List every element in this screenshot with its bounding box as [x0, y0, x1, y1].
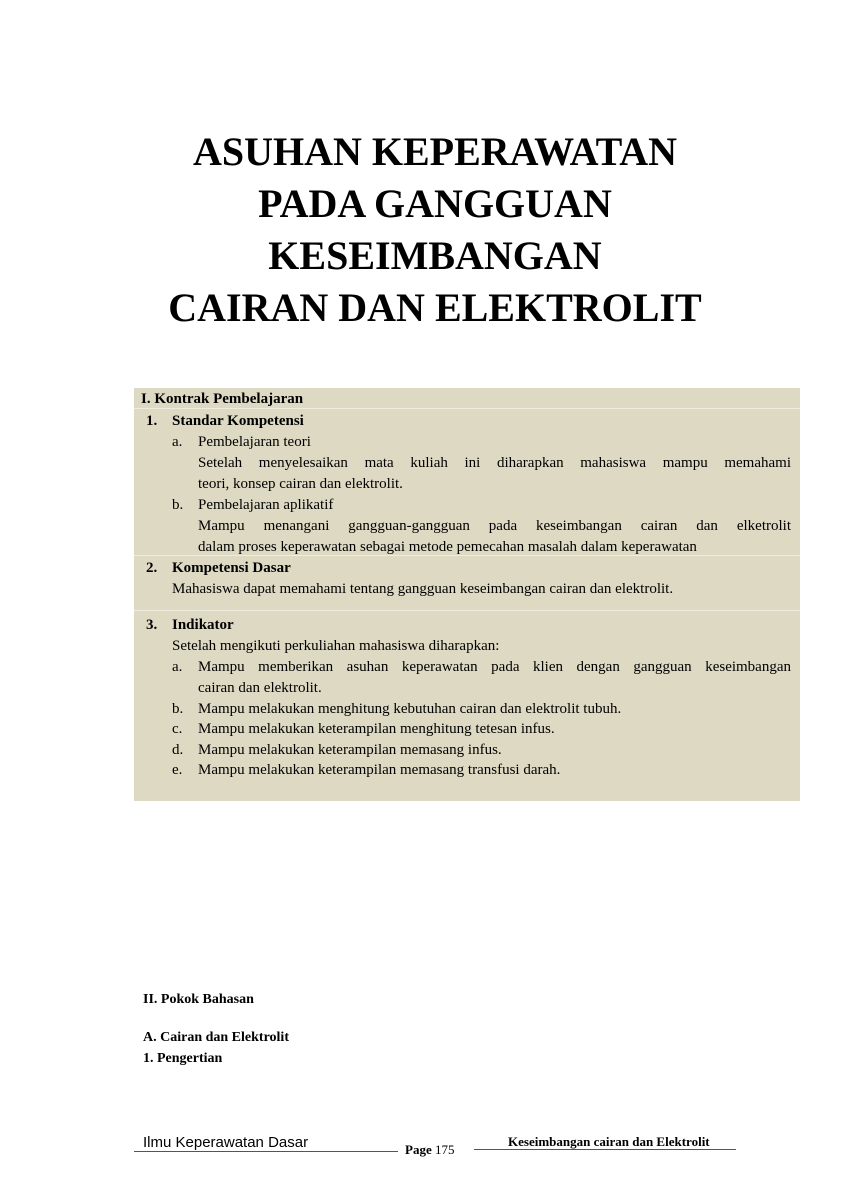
list-marker: b.	[172, 701, 184, 717]
item-number: 1.	[146, 413, 158, 429]
page-label: Page	[405, 1142, 432, 1157]
section-heading-kontrak: I. Kontrak Pembelajaran	[141, 391, 304, 407]
list-marker: a.	[172, 659, 183, 675]
subsection-heading: A. Cairan dan Elektrolit	[143, 1030, 289, 1045]
indikator-intro: Setelah mengikuti perkuliahan mahasiswa diharapkan:	[172, 638, 500, 654]
footer-page-number	[405, 1142, 454, 1158]
footer-book-title: Ilmu Keperawatan Dasar	[143, 1134, 309, 1151]
list-marker: e.	[172, 762, 183, 778]
teori-text: Setelah menyelesaikan mata kuliah ini diharapkan mahasiswa mampu memahami	[198, 455, 791, 471]
indikator-item: Mampu melakukan keterampilan memasang infus.	[198, 742, 502, 758]
indikator-item: Mampu memberikan asuhan keperawatan pada klien dengan gangguan keseimbangan	[198, 659, 791, 675]
list-marker: c.	[172, 721, 183, 737]
list-marker: b.	[172, 497, 184, 513]
footer-rule	[474, 1149, 736, 1150]
title-line: ASUHAN KEPERAWATAN	[192, 129, 678, 174]
aplikatif-text: Mampu menangani gangguan-gangguan pada keseimbangan cairan dan elketrolit	[198, 518, 791, 534]
list-marker: a.	[172, 434, 183, 450]
kompetensi-dasar-text: Mahasiswa dapat memahami tentang gangguan keseimbangan cairan dan elektrolit.	[172, 581, 674, 597]
aplikatif-title: Pembelajaran aplikatif	[198, 497, 334, 513]
standar-kompetensi-heading: Standar Kompetensi	[172, 413, 304, 429]
pokok-bahasan-heading: II. Pokok Bahasan	[143, 992, 254, 1007]
kompetensi-dasar-heading: Kompetensi Dasar	[172, 560, 291, 576]
indikator-item: Mampu melakukan keterampilan memasang transfusi darah.	[198, 762, 561, 778]
learning-contract-box	[134, 388, 800, 801]
footer-chapter-title: Keseimbangan cairan dan Elektrolit	[508, 1134, 710, 1149]
list-marker: d.	[172, 742, 184, 758]
teori-title: Pembelajaran teori	[198, 434, 311, 450]
row-divider	[134, 610, 800, 611]
footer-rule	[134, 1151, 398, 1152]
item-number: 3.	[146, 617, 158, 633]
indikator-item: Mampu melakukan menghitung kebutuhan cairan dan elektrolit tubuh.	[198, 701, 622, 717]
title-line: CAIRAN DAN ELEKTROLIT	[168, 285, 702, 330]
indikator-item: Mampu melakukan keterampilan menghitung tetesan infus.	[198, 721, 555, 737]
item-number: 2.	[146, 560, 158, 576]
title-line: KESEIMBANGAN	[268, 233, 602, 278]
subsection-heading: 1. Pengertian	[143, 1051, 223, 1066]
title-line: PADA GANGGUAN	[258, 181, 612, 226]
page-title	[0, 126, 850, 334]
page-number: 175	[434, 1142, 455, 1157]
aplikatif-text: dalam proses keperawatan sebagai metode pemecahan masalah dalam keperawatan	[198, 539, 697, 555]
indikator-item: cairan dan elektrolit.	[198, 680, 322, 696]
teori-text: teori, konsep cairan dan elektrolit.	[198, 476, 403, 492]
indikator-heading: Indikator	[172, 617, 234, 633]
